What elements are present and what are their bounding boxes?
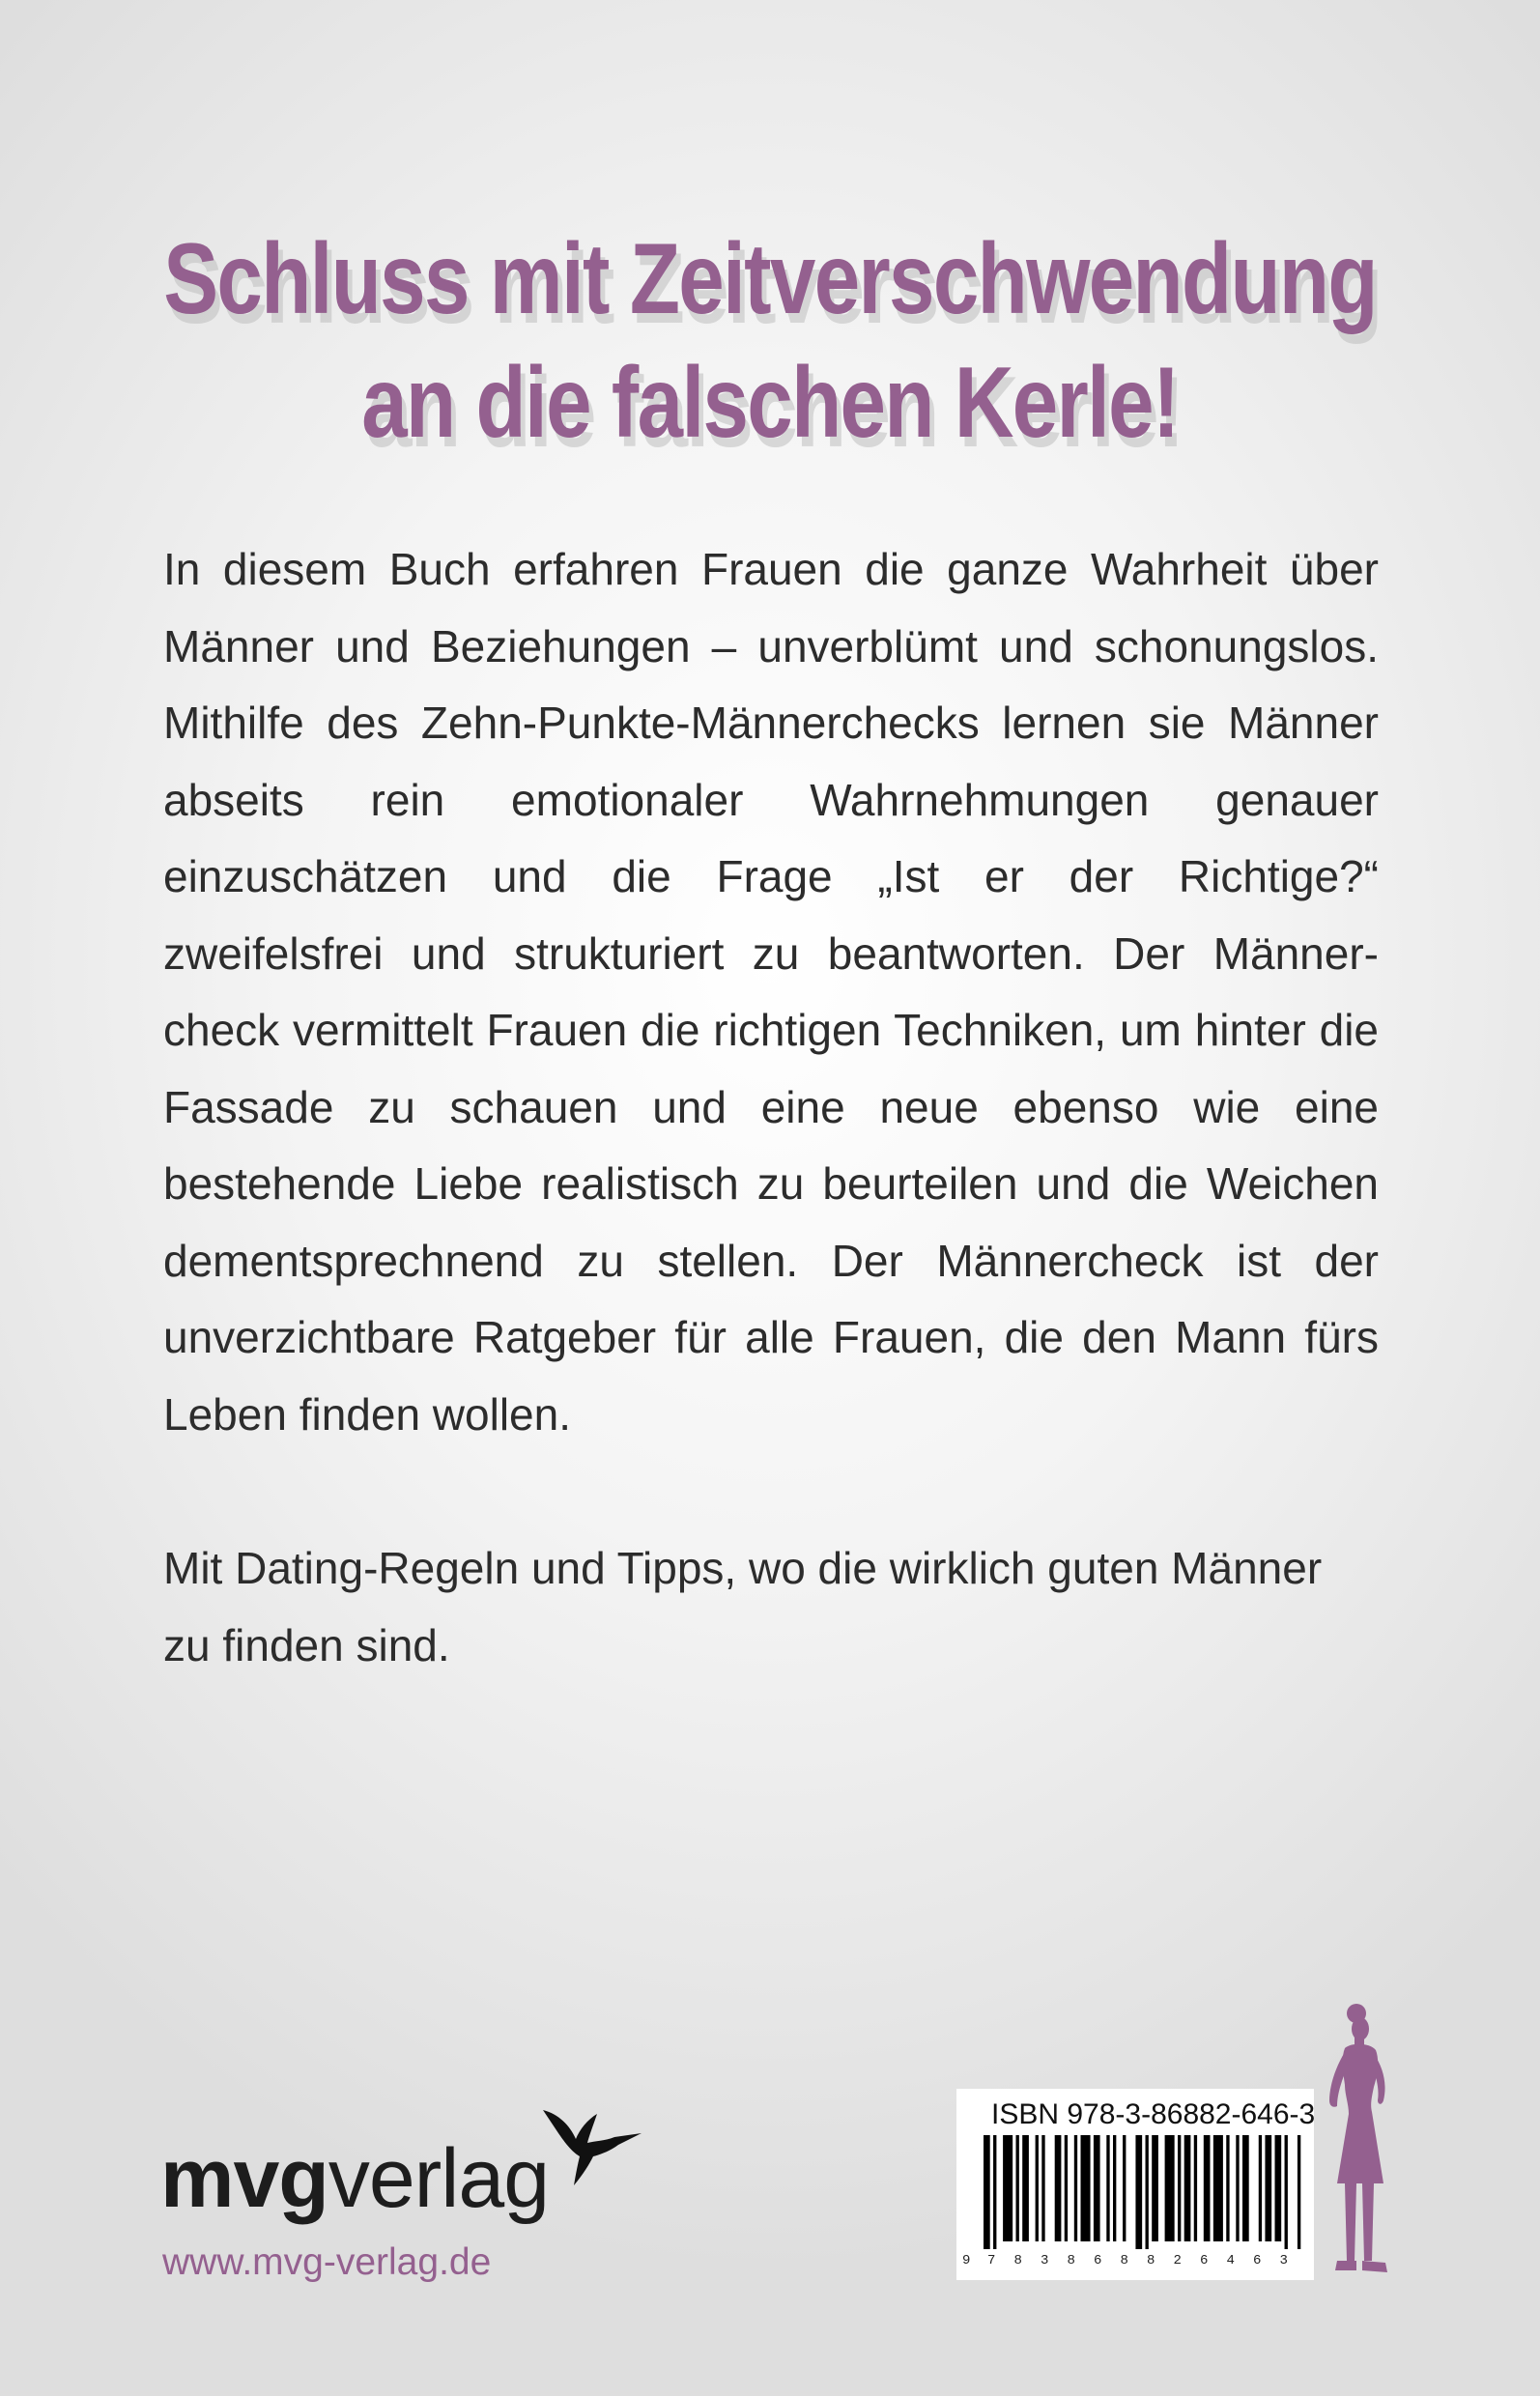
barcode-digit: 2 — [1173, 2253, 1182, 2268]
barcode-digits — [962, 2253, 1314, 2274]
barcode-bar — [1152, 2135, 1158, 2241]
barcode-bar — [1074, 2135, 1077, 2241]
barcode-bar — [1106, 2135, 1109, 2241]
headline-line-2: an die falschen Kerle! — [361, 347, 1179, 459]
barcode-bar — [1194, 2135, 1197, 2241]
barcode-bar — [1003, 2135, 1012, 2241]
barcode-bar — [1275, 2135, 1282, 2241]
description-paragraph-2: Mit Dating-Regeln und Tipps, wo die wirklich guten Männer zu finden sind. — [163, 1543, 1323, 1670]
barcode-bar — [1123, 2135, 1126, 2241]
logo-light-part: verlag — [328, 2132, 550, 2225]
barcode-bar — [1016, 2135, 1019, 2241]
barcode-bar — [1135, 2135, 1142, 2249]
barcode-bar — [1265, 2135, 1271, 2241]
barcode-bar — [1146, 2135, 1149, 2249]
barcode-bar — [1022, 2135, 1029, 2241]
barcode-bar — [1242, 2135, 1249, 2241]
barcode-bar — [1041, 2135, 1044, 2241]
barcode-bar — [1036, 2135, 1039, 2241]
barcode-digit: 3 — [1041, 2253, 1049, 2268]
barcode-bar — [1178, 2135, 1181, 2241]
barcode-digit: 9 — [962, 2253, 971, 2268]
barcode-digit: 8 — [1013, 2253, 1022, 2268]
barcode-digit: 7 — [987, 2253, 996, 2268]
barcode-bar — [1298, 2135, 1300, 2249]
barcode-bar — [1236, 2135, 1239, 2241]
barcode-bar — [1165, 2135, 1175, 2241]
headline-line-1: Schluss mit Zeitverschwendung — [163, 223, 1377, 335]
book-headline — [138, 217, 1401, 465]
barcode-bar — [1094, 2135, 1100, 2241]
barcode-digit: 8 — [1067, 2253, 1075, 2268]
barcode-bar — [1259, 2135, 1262, 2241]
barcode-digit: 8 — [1120, 2253, 1128, 2268]
logo-bold-part: mvg — [160, 2132, 328, 2225]
barcode-digit: 4 — [1226, 2253, 1235, 2268]
barcode-bar — [1065, 2135, 1068, 2241]
barcode-bar — [993, 2135, 996, 2249]
publisher-url: www.mvg-verlag.de — [162, 2241, 492, 2283]
barcode-bar — [1285, 2135, 1288, 2249]
barcode-digit: 6 — [1200, 2253, 1209, 2268]
barcode-bar — [984, 2135, 990, 2249]
barcode-bar — [1213, 2135, 1223, 2241]
woman-silhouette-icon — [1316, 2000, 1403, 2285]
publisher-logo — [160, 2130, 549, 2227]
hummingbird-icon — [541, 2104, 647, 2191]
barcode-bar — [1226, 2135, 1229, 2241]
barcode-bar — [1081, 2135, 1091, 2241]
description-paragraph-1: In diesem Buch erfahren Frauen die ganze Wahrheit über Männer und Beziehungen – unverblümt und schonungslos. Mithilfe des Zehn-Punkte-Männerchecks lernen sie Männer abseits rein emotionaler Wahrnehmungen genauer einzuschätzen und die Frage „Ist er der Richtige?“ zweifelsfrei und strukturiert zu beantworten. Der Männercheck vermittelt Frauen die richtigen Techniken, um hinter die Fassade zu schauen und eine neue ebenso wie eine bestehende Liebe realistisch zu beurteilen und die Weichen dementsprechnend zu stellen. Der Männercheck ist der unverzichtbare Ratgeber für alle Frauen, die den Mann fürs Leben finden wollen. — [163, 544, 1379, 1440]
barcode-area — [956, 2089, 1314, 2280]
isbn-label: ISBN 978-3-86882-646-3 — [991, 2098, 1316, 2130]
barcode-bar — [1204, 2135, 1211, 2241]
barcode-bar — [1055, 2135, 1062, 2241]
barcode-bar — [1113, 2135, 1116, 2241]
barcode-digit: 6 — [1094, 2253, 1102, 2268]
barcode-digit: 8 — [1147, 2253, 1155, 2268]
barcode-icon — [984, 2135, 1307, 2249]
barcode-digit: 6 — [1253, 2253, 1262, 2268]
barcode-bar — [1184, 2135, 1191, 2241]
barcode-digit: 3 — [1279, 2253, 1288, 2268]
book-description — [163, 531, 1379, 1684]
